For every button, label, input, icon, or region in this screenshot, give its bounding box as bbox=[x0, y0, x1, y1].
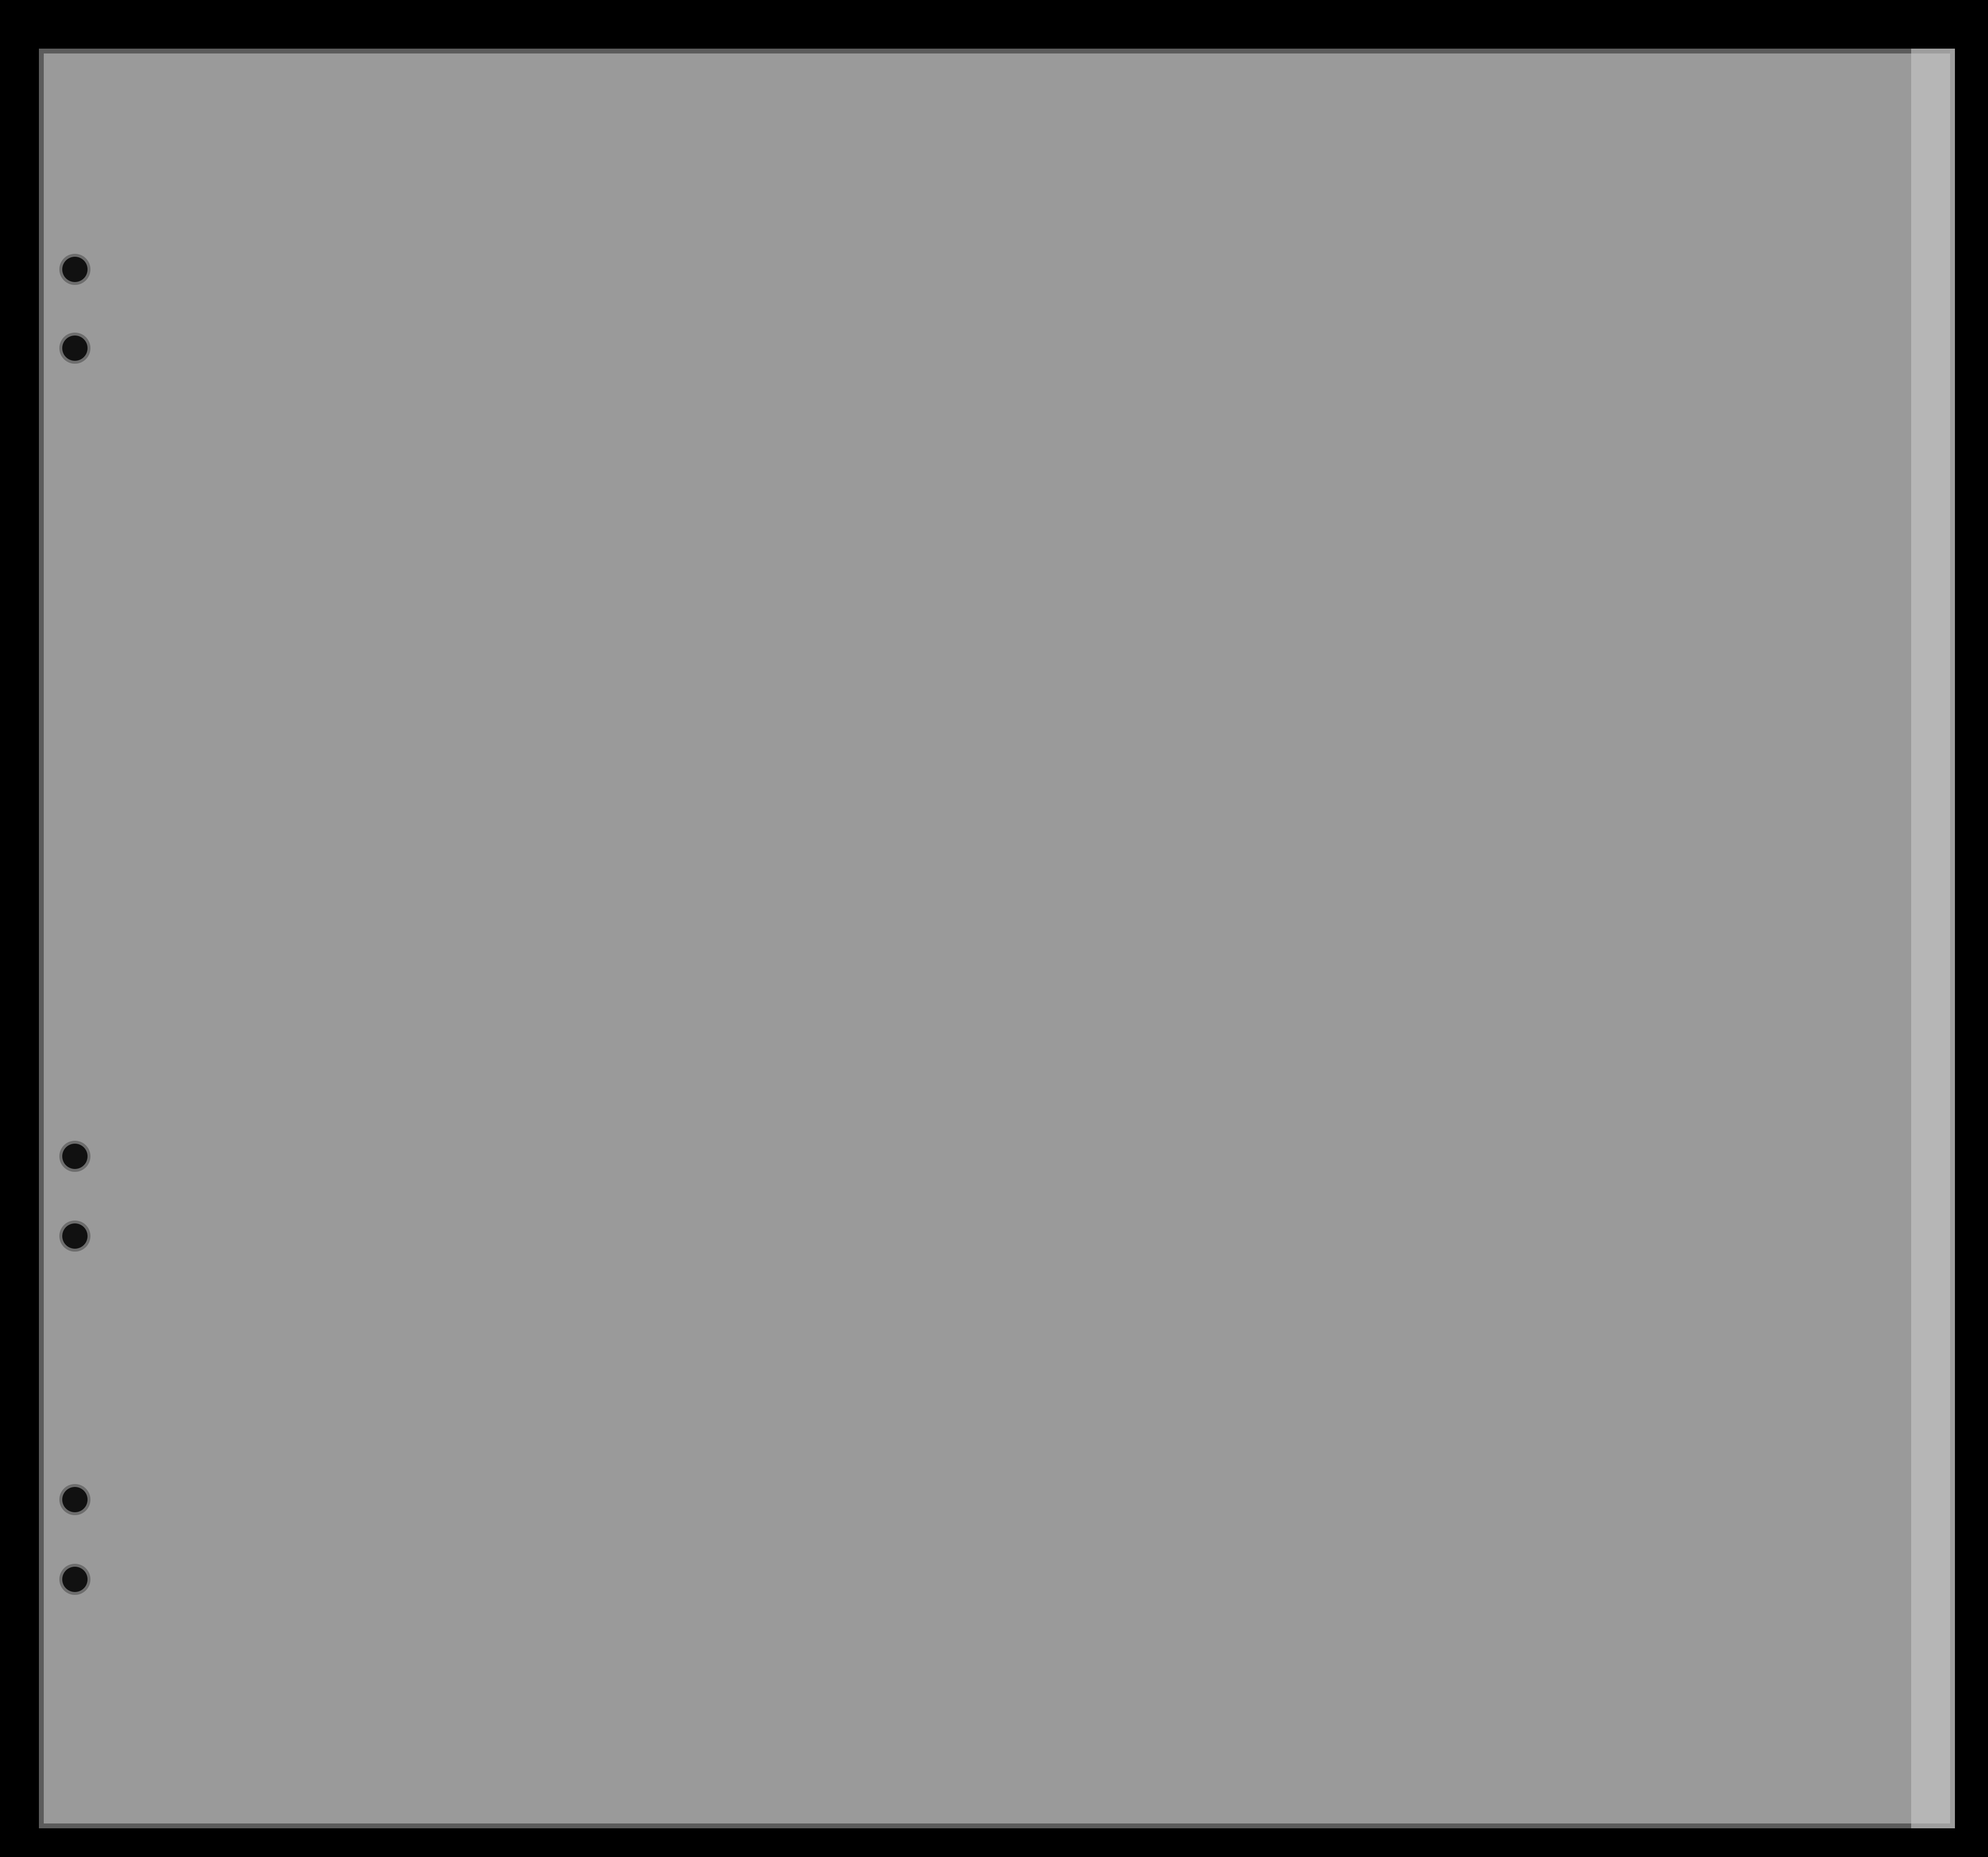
binding-hole bbox=[62, 1567, 88, 1592]
binding-hole bbox=[62, 1487, 88, 1512]
page-edge bbox=[1911, 49, 1955, 1828]
binding-hole bbox=[62, 1223, 88, 1249]
binding-hole bbox=[62, 336, 88, 361]
manifest-sheet bbox=[39, 49, 1955, 1828]
binding-hole bbox=[62, 257, 88, 282]
binding-hole bbox=[62, 1144, 88, 1169]
